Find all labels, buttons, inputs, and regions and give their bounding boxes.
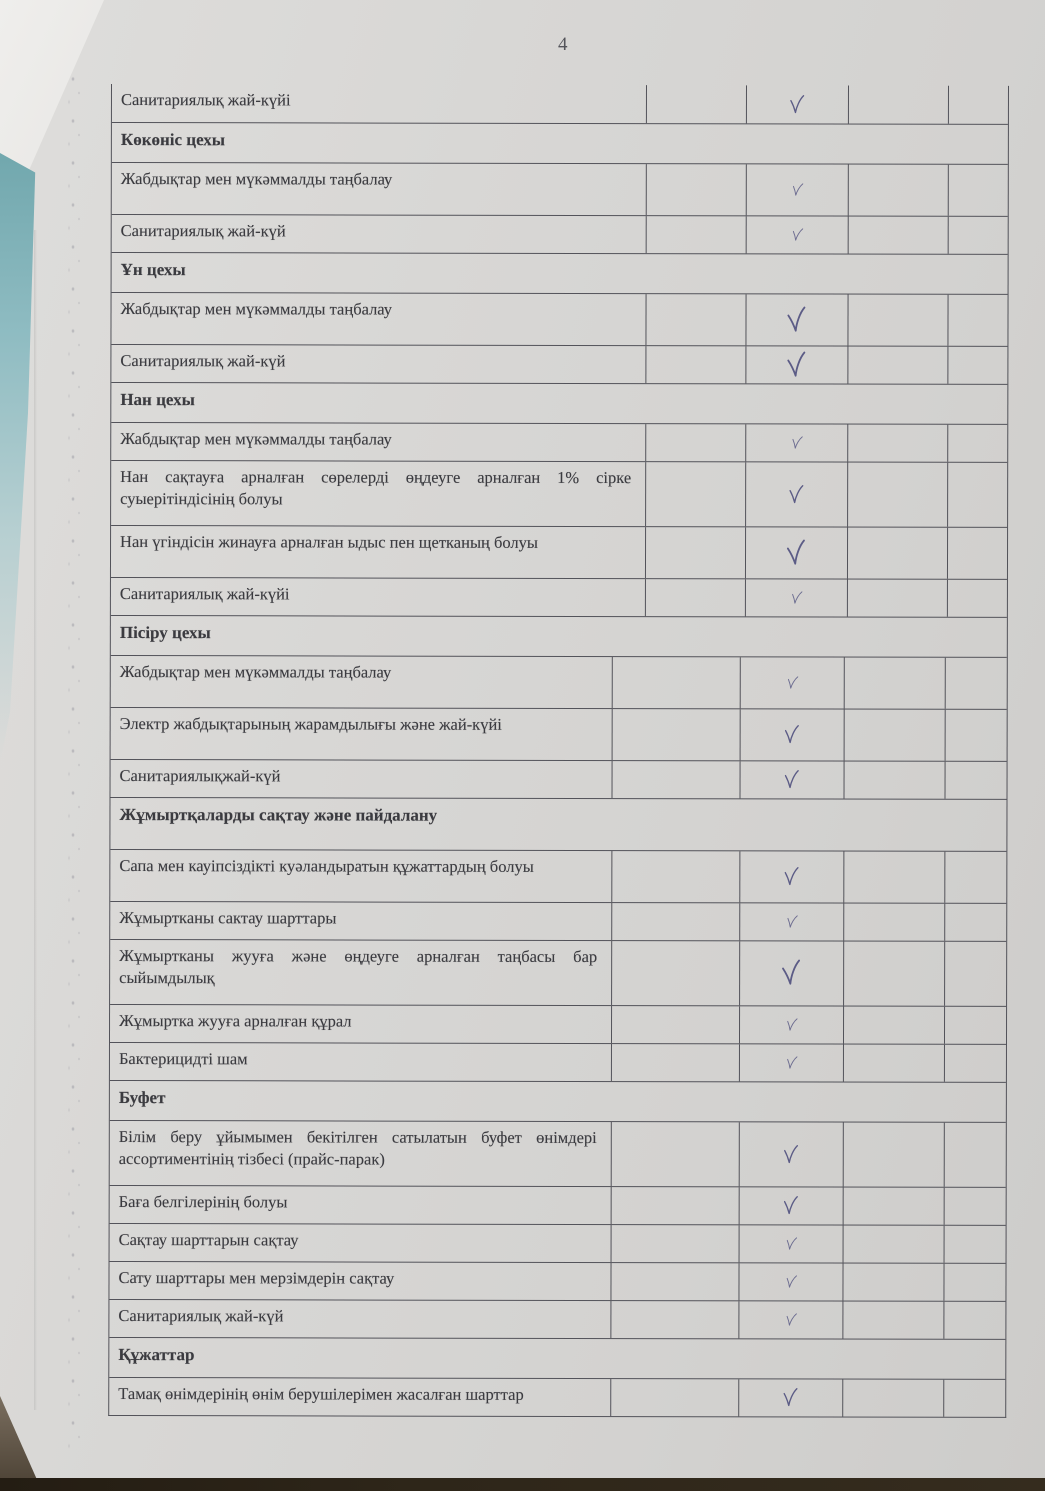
table-row	[110, 1004, 1006, 1044]
check-cell	[746, 164, 848, 215]
table-section-row	[110, 797, 1006, 851]
table-row	[109, 1377, 1005, 1417]
checkmark-icon	[781, 1144, 801, 1166]
item-label: Тамақ өнімдерінің өнім берушілерімен жасалған шарттар	[118, 1384, 524, 1404]
check-cell	[740, 657, 844, 708]
checkmark-icon	[789, 435, 804, 451]
empty-cell	[847, 528, 947, 579]
checkmark-icon	[783, 1274, 798, 1290]
table-row	[110, 1120, 1006, 1187]
empty-cell	[847, 425, 947, 462]
checkmark-icon	[788, 94, 808, 116]
ink-bleed-through-marks	[60, 72, 86, 1462]
check-cell	[745, 462, 847, 526]
empty-cell	[848, 217, 948, 254]
empty-cell	[610, 1301, 738, 1338]
item-label: Санитариялық жай-күй	[120, 221, 286, 241]
empty-cell	[944, 1226, 1005, 1263]
empty-cell	[645, 346, 745, 383]
section-label: Ұн цехы	[120, 260, 186, 280]
empty-cell	[611, 1122, 739, 1186]
item-label: Санитариялық жай-күй	[118, 1306, 284, 1326]
checkmark-icon	[781, 1195, 801, 1217]
checkmark-icon	[784, 914, 799, 930]
item-label: Санитариялық жай-күйі	[119, 584, 290, 604]
check-cell	[739, 941, 843, 1005]
table-row	[111, 460, 1007, 527]
empty-cell	[944, 904, 1005, 941]
empty-cell	[646, 164, 746, 215]
section-label: Буфет	[118, 1088, 166, 1108]
table-row	[111, 422, 1007, 462]
empty-cell	[948, 165, 1007, 216]
inspection-checklist-table	[108, 84, 1009, 1418]
table-row	[112, 162, 1008, 216]
table-row	[110, 1185, 1006, 1225]
empty-cell	[843, 1045, 944, 1082]
section-label: Пісіру цехы	[119, 623, 211, 643]
table-section-row	[109, 1337, 1005, 1379]
empty-cell	[610, 1263, 738, 1300]
empty-cell	[612, 709, 740, 760]
empty-cell	[944, 1007, 1005, 1044]
checkmark-icon	[782, 724, 802, 746]
checkmark-icon	[790, 227, 805, 243]
desk-surface-strip	[0, 1478, 1045, 1491]
item-label: Жұмыртканы жууға және өңдеуге арналған таңбасы бар сыйымдылық	[119, 946, 598, 987]
table-row	[112, 214, 1008, 254]
check-cell	[745, 424, 847, 461]
check-cell	[739, 903, 843, 940]
item-label: Жұмыртканы сактау шарттары	[119, 908, 337, 928]
table-row	[110, 1042, 1006, 1082]
item-label: Электр жабдықтарының жарамдылығы және жай-күйі	[119, 714, 502, 734]
table-row	[110, 1223, 1006, 1263]
table-section-row	[111, 382, 1007, 424]
empty-cell	[943, 1380, 1004, 1417]
item-label: Бактерицидті шам	[118, 1049, 248, 1069]
empty-cell	[843, 1188, 944, 1225]
empty-cell	[947, 347, 1006, 384]
empty-cell	[945, 710, 1006, 761]
item-label: Жабдықтар мен мүкәммалды таңбалау	[120, 429, 392, 449]
check-cell	[739, 1225, 843, 1262]
check-cell	[739, 1044, 843, 1081]
table-section-row	[110, 1080, 1006, 1122]
empty-cell	[945, 658, 1006, 709]
empty-cell	[944, 1123, 1005, 1187]
empty-cell	[611, 903, 739, 940]
empty-cell	[610, 1379, 738, 1416]
checkmark-icon	[783, 350, 810, 381]
check-cell	[745, 527, 847, 578]
check-cell	[746, 85, 848, 123]
empty-cell	[944, 1045, 1005, 1082]
checkmark-icon	[783, 538, 810, 569]
check-cell	[740, 761, 844, 798]
page-edge-crease	[34, 230, 37, 1410]
empty-cell	[945, 762, 1006, 799]
empty-cell	[844, 658, 945, 709]
empty-cell	[842, 1302, 943, 1339]
check-cell	[738, 1263, 842, 1300]
table-section-row	[112, 122, 1008, 164]
empty-cell	[646, 216, 746, 253]
empty-cell	[944, 942, 1005, 1006]
check-cell	[738, 1379, 842, 1416]
check-cell	[746, 216, 848, 253]
desk-surface-corner	[0, 1396, 42, 1491]
table-section-row	[112, 252, 1008, 294]
table-row	[110, 939, 1006, 1006]
table-row	[111, 344, 1007, 384]
check-cell	[745, 294, 847, 345]
item-label: Санитариялық жай-күй	[120, 351, 286, 371]
empty-cell	[944, 1188, 1005, 1225]
item-label: Сапа мен кауіпсіздікті куәландыратын құжаттардың болуы	[119, 856, 534, 876]
empty-cell	[843, 942, 944, 1006]
item-label: Жабдықтар мен мүкәммалды таңбалау	[120, 169, 393, 189]
check-cell	[740, 709, 844, 760]
empty-cell	[943, 1302, 1004, 1339]
item-label: Жабдықтар мен мүкәммалды таңбалау	[120, 299, 393, 319]
empty-cell	[947, 295, 1006, 346]
empty-cell	[947, 580, 1006, 617]
table-row	[111, 292, 1007, 346]
empty-cell	[847, 463, 947, 527]
page-number: 4	[558, 34, 568, 55]
table-row	[110, 849, 1006, 903]
section-label: Құжаттар	[118, 1345, 195, 1365]
empty-cell	[844, 762, 945, 799]
checkmark-icon	[790, 182, 805, 198]
checkmark-icon	[785, 675, 800, 691]
item-label: Нан сақтауға арналған сөрелерді өңдеуге арналған 1% сірке суыерітіндісінің болуы	[120, 467, 632, 509]
checkmark-icon	[787, 484, 807, 506]
empty-cell	[612, 657, 740, 708]
empty-cell	[611, 1225, 739, 1262]
section-label: Көкөніс цехы	[120, 130, 226, 150]
empty-cell	[843, 852, 944, 903]
checkmark-icon	[778, 958, 805, 989]
check-cell	[739, 851, 843, 902]
empty-cell	[645, 462, 745, 526]
empty-cell	[611, 1187, 739, 1224]
section-label: Жұмыртқаларды сақтау және пайдалану	[119, 805, 438, 825]
check-cell	[739, 1187, 843, 1224]
empty-cell	[847, 295, 947, 346]
checkmark-icon	[782, 769, 802, 791]
empty-cell	[947, 463, 1006, 527]
empty-cell	[848, 165, 948, 216]
empty-cell	[847, 347, 947, 384]
empty-cell	[842, 1380, 943, 1417]
table-row	[111, 707, 1007, 761]
empty-cell	[947, 425, 1006, 462]
checkmark-icon	[784, 1017, 799, 1033]
checkmark-icon	[783, 1312, 798, 1328]
check-cell	[738, 1301, 842, 1338]
empty-cell	[612, 761, 740, 798]
empty-cell	[611, 1006, 739, 1043]
empty-cell	[848, 86, 948, 124]
empty-cell	[843, 904, 944, 941]
item-label: Жабдықтар мен мүкәммалды таңбалау	[119, 662, 392, 682]
checkmark-icon	[782, 866, 802, 888]
checkmark-icon	[784, 1055, 799, 1071]
check-cell	[745, 346, 847, 383]
empty-cell	[611, 941, 739, 1005]
section-label: Нан цехы	[120, 390, 195, 410]
empty-cell	[843, 1007, 944, 1044]
table-row	[111, 525, 1007, 579]
check-cell	[739, 1006, 843, 1043]
table-row	[111, 759, 1007, 799]
checkmark-icon	[789, 590, 804, 606]
table-row	[111, 577, 1007, 617]
table-row	[109, 1261, 1005, 1301]
empty-cell	[948, 86, 1007, 124]
table-section-row	[111, 615, 1007, 657]
empty-cell	[944, 852, 1005, 903]
empty-cell	[842, 1264, 943, 1301]
empty-cell	[943, 1264, 1004, 1301]
empty-cell	[611, 851, 739, 902]
empty-cell	[645, 424, 745, 461]
item-label: Білім беру ұйымымен бекітілген сатылатын буфет өнімдері ассортиментінің тізбесі (прайс-парак)	[118, 1127, 597, 1169]
empty-cell	[843, 1123, 944, 1187]
check-cell	[745, 579, 847, 616]
empty-cell	[948, 217, 1007, 254]
empty-cell	[843, 1226, 944, 1263]
table-row	[112, 84, 1008, 124]
item-label: Санитариялық жай-күйі	[120, 90, 291, 110]
item-label: Баға белгілерінің болуы	[118, 1192, 288, 1212]
empty-cell	[646, 85, 746, 123]
item-label: Санитариялықжай-күй	[119, 766, 281, 786]
item-label: Сақтау шарттарын сақтау	[118, 1230, 299, 1250]
table-row	[110, 901, 1006, 941]
checkmark-icon	[783, 305, 810, 336]
empty-cell	[645, 579, 745, 616]
item-label: Жұмыртка жууға арналған құрал	[119, 1011, 352, 1031]
empty-cell	[645, 527, 745, 578]
checkmark-icon	[781, 1387, 801, 1409]
empty-cell	[645, 294, 745, 345]
empty-cell	[844, 710, 945, 761]
table-row	[109, 1299, 1005, 1339]
item-label: Сату шарттары мен мерзімдерін сақтау	[118, 1268, 395, 1288]
empty-cell	[847, 580, 947, 617]
check-cell	[739, 1122, 843, 1186]
checkmark-icon	[784, 1236, 799, 1252]
empty-cell	[947, 528, 1006, 579]
empty-cell	[611, 1044, 739, 1081]
table-row	[111, 655, 1007, 709]
item-label: Нан үгіндісін жинауға арналған ыдыс пен щетканың болуы	[120, 532, 539, 552]
